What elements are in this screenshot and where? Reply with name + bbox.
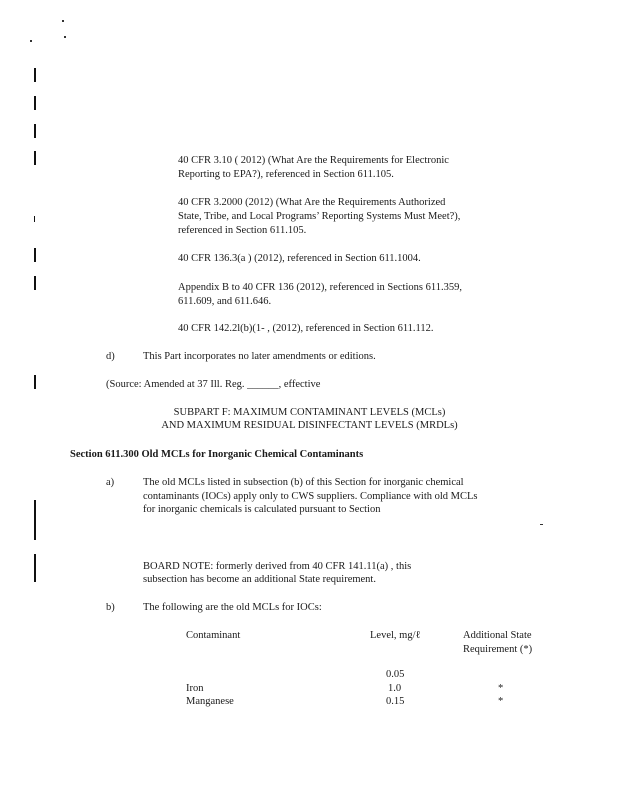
reference-2-line-2: State, Tribe, and Local Programs’ Reporting Systems Must Meet?), <box>178 211 461 222</box>
item-a-line-2: contaminants (IOCs) apply only to CWS suppliers. Compliance with old MCLs <box>143 491 478 502</box>
reference-1-line-1: 40 CFR 3.10 ( 2012) (What Are the Requirements for Electronic <box>178 155 449 166</box>
reference-5-line-1: 40 CFR 142.2l(b)(1- , (2012), referenced in Section 611.112. <box>178 323 434 334</box>
source-note: (Source: Amended at 37 Ill. Reg. ______, effective <box>106 379 321 390</box>
change-bar <box>34 248 36 262</box>
change-bar <box>34 68 36 82</box>
table-header-additional-2: Requirement (*) <box>463 644 533 655</box>
reference-1-line-2: Reporting to EPA?), referenced in Section 611.105. <box>178 169 394 180</box>
table-header-level: Level, mg/ℓ <box>370 630 421 641</box>
change-bar <box>34 151 36 165</box>
item-d-text: This Part incorporates no later amendments or editions. <box>143 351 376 362</box>
scan-speck <box>30 40 32 42</box>
scan-speck <box>64 36 66 38</box>
table-cell-level: 1.0 <box>388 683 402 694</box>
table-header-additional-1: Additional State <box>463 630 532 641</box>
table-header-contaminant: Contaminant <box>186 630 241 641</box>
item-d-label: d) <box>106 351 115 362</box>
change-bar <box>34 500 36 540</box>
reference-2-line-1: 40 CFR 3.2000 (2012) (What Are the Requirements Authorized <box>178 197 446 208</box>
table-cell-contaminant: Manganese <box>186 696 234 707</box>
reference-4-line-2: 611.609, and 611.646. <box>178 296 272 307</box>
scan-speck <box>62 20 64 22</box>
board-note-line-2: subsection has become an additional State requirement. <box>143 574 376 585</box>
table-cell-contaminant: Iron <box>186 683 204 694</box>
item-a-line-3: for inorganic chemicals is calculated pursuant to Section <box>143 504 381 515</box>
item-a-line-1: The old MCLs listed in subsection (b) of this Section for inorganic chemical <box>143 477 464 488</box>
table-cell-level: 0.15 <box>386 696 405 707</box>
change-bar <box>34 554 36 582</box>
item-b-label: b) <box>106 602 115 613</box>
table-cell-additional: * <box>498 696 504 707</box>
item-a-label: a) <box>106 477 115 488</box>
change-bar <box>34 124 36 138</box>
reference-2-line-3: referenced in Section 611.105. <box>178 225 307 236</box>
change-bar <box>34 96 36 110</box>
section-heading: Section 611.300 Old MCLs for Inorganic Chemical Contaminants <box>70 449 364 460</box>
subpart-heading-line-1: SUBPART F: MAXIMUM CONTAMINANT LEVELS (MCLs) <box>173 407 446 418</box>
board-note-line-1: BOARD NOTE: formerly derived from 40 CFR 141.11(a) , this <box>143 561 412 572</box>
item-b-text: The following are the old MCLs for IOCs: <box>143 602 322 613</box>
change-bar <box>34 375 36 389</box>
scan-speck <box>540 524 543 525</box>
change-bar <box>34 216 35 222</box>
subpart-heading-line-2: AND MAXIMUM RESIDUAL DISINFECTANT LEVELS (MRDLs) <box>161 420 458 431</box>
table-cell-additional: * <box>498 683 504 694</box>
reference-3-line-1: 40 CFR 136.3(a ) (2012), referenced in Section 611.1004. <box>178 253 421 264</box>
reference-4-line-1: Appendix B to 40 CFR 136 (2012), referenced in Sections 611.359, <box>178 282 462 293</box>
table-cell-level: 0.05 <box>386 669 405 680</box>
change-bar <box>34 276 36 290</box>
